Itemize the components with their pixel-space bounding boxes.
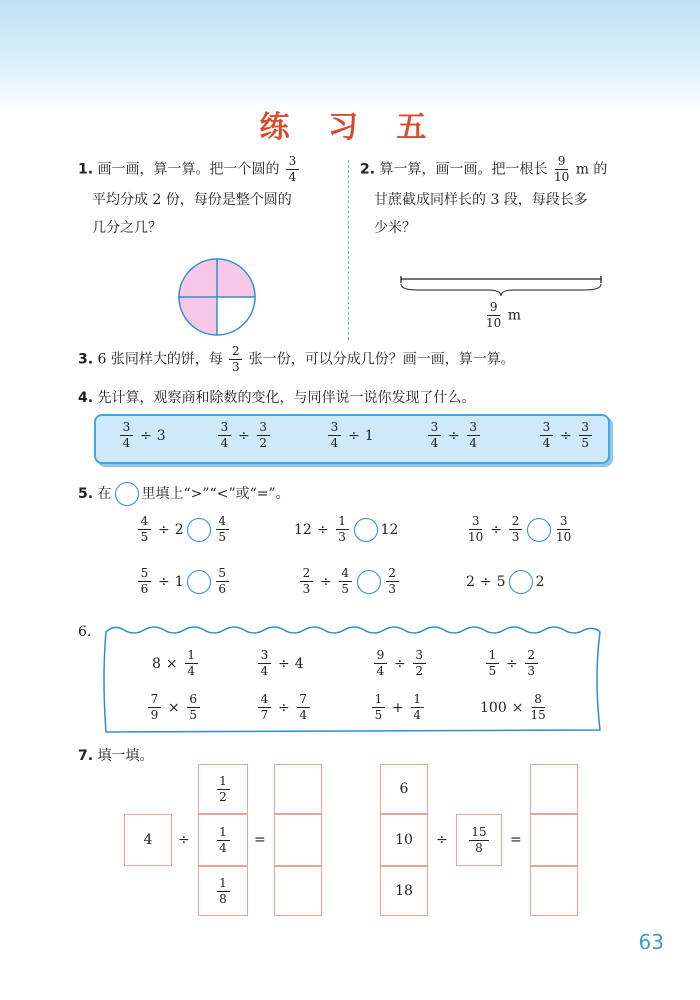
q2-number: 2.	[360, 161, 376, 178]
q1-line1	[78, 154, 301, 185]
q2-line3: 少米？	[374, 220, 416, 236]
q5-item: $\frac{3}{10}$ ÷ $\frac{2}{3}$ $\frac{3}{10}$	[468, 514, 572, 544]
q7-text: 填一填。	[97, 748, 154, 764]
page-number: 63	[638, 930, 664, 954]
q7-right-answer-blank[interactable]	[530, 764, 578, 814]
q7-left-divisor: $\frac{1}{2}$	[198, 764, 248, 814]
compare-blank[interactable]	[509, 570, 533, 594]
q4-text: 先计算，观察商和除数的变化，与同伴说一说你发现了什么。	[97, 390, 476, 406]
q7-right-answer-blank[interactable]	[530, 814, 578, 866]
q6-item: $\frac{1}{5}$ ÷ $\frac{2}{3}$	[484, 648, 540, 679]
q7-left-answer-blank[interactable]	[274, 866, 322, 916]
q7-right-divisor: $\frac{15}{8}$	[456, 814, 502, 866]
q4-item: $\frac{3}{4}$ ÷ $\frac{3}{5}$	[538, 420, 594, 451]
q6-item: $\frac{1}{5}$ + $\frac{1}{4}$	[370, 692, 426, 723]
q5-item: $\frac{2}{3}$ ÷ $\frac{4}{5}$ $\frac{2}{3}$	[298, 566, 401, 597]
q7-right-op: ÷	[436, 832, 448, 848]
compare-blank[interactable]	[354, 518, 378, 542]
q2-text-b: m 的	[575, 161, 608, 178]
q5-item: $\frac{4}{5}$ ÷ 2 $\frac{4}{5}$	[136, 514, 231, 545]
column-divider	[348, 160, 349, 340]
q4-item: $\frac{3}{4}$ ÷ $\frac{3}{2}$	[216, 420, 272, 451]
q7-right-dividend: 10	[380, 814, 428, 866]
q5-text-b: 里填上“>”“<”或“=”。	[141, 486, 290, 502]
q2-sugarcane-line	[398, 276, 604, 298]
q7-left-divisor: $\frac{1}{4}$	[198, 814, 248, 866]
q3-fraction: $\frac{2}{3}$	[229, 344, 242, 375]
q6-number: 6.	[78, 624, 92, 640]
q6-item: $\frac{7}{9}$ × $\frac{6}{5}$	[146, 692, 202, 723]
q7-right-answer-blank[interactable]	[530, 866, 578, 916]
q5-item: $\frac{5}{6}$ ÷ 1 $\frac{5}{6}$	[136, 566, 231, 597]
q7-number: 7.	[78, 748, 94, 764]
q5-item: 12 ÷ $\frac{1}{3}$ 12	[294, 514, 399, 544]
compare-blank[interactable]	[357, 570, 381, 594]
q2-fraction: $\frac{9}{10}$	[553, 154, 570, 184]
q6-item: 8 × $\frac{1}{4}$	[152, 648, 200, 679]
q4-line	[78, 384, 476, 412]
q1-number: 1.	[78, 161, 94, 178]
q7-left-op: ÷	[178, 832, 190, 848]
q7-right-eq: =	[510, 832, 522, 848]
q7-left-eq: =	[254, 832, 266, 848]
q6-item: $\frac{3}{4}$ ÷ 4	[256, 648, 304, 679]
q6-item: $\frac{9}{4}$ ÷ $\frac{3}{2}$	[372, 648, 428, 679]
compare-blank[interactable]	[187, 518, 211, 542]
q3-text-a: 6 张同样大的饼，每	[97, 351, 223, 368]
q4-item: $\frac{3}{4}$ ÷ 3	[118, 420, 166, 451]
q4-number: 4.	[78, 390, 94, 406]
q1-line2: 平均分成 2 份，每份是整个圆的	[92, 192, 292, 208]
compare-circle-example	[115, 482, 139, 506]
q7-line	[78, 742, 154, 770]
q1-line3: 几分之几？	[92, 220, 162, 236]
q2-line1	[360, 154, 607, 185]
q6-item: $\frac{4}{7}$ ÷ $\frac{7}{4}$	[256, 692, 312, 723]
q5-item: 2 ÷ 5 2	[466, 570, 545, 594]
q5-line	[78, 480, 290, 508]
q2-text-a: 算一算，画一画。把一根长	[379, 161, 548, 178]
page-title: 练 习 五	[259, 110, 441, 145]
q1-text-a: 画一画，算一算。把一个圆的	[97, 161, 280, 178]
q7-left-answer-blank[interactable]	[274, 764, 322, 814]
q6-item: 100 × $\frac{8}{15}$	[480, 692, 546, 722]
q4-item: $\frac{3}{4}$ ÷ 1	[326, 420, 374, 451]
q1-fraction: $\frac{3}{4}$	[286, 154, 299, 185]
q7-left-dividend: 4	[124, 814, 172, 866]
header-band	[0, 0, 700, 112]
q4-item: $\frac{3}{4}$ ÷ $\frac{3}{4}$	[426, 420, 482, 451]
q3-number: 3.	[78, 351, 94, 368]
q7-left-divisor: $\frac{1}{8}$	[198, 866, 248, 916]
q7-left-answer-blank[interactable]	[274, 814, 322, 866]
q5-text-a: 在	[97, 486, 112, 502]
q1-circle-diagram	[176, 256, 258, 338]
q2-line2: 甘蔗截成同样长的 3 段，每段长多	[374, 192, 588, 208]
q5-number: 5.	[78, 486, 94, 502]
q3-text-b: 张一份，可以分成几份？画一画，算一算。	[248, 351, 515, 368]
compare-blank[interactable]	[527, 518, 551, 542]
compare-blank[interactable]	[187, 570, 211, 594]
q7-right-dividend: 6	[380, 764, 428, 814]
q7-right-dividend: 18	[380, 866, 428, 916]
q2-brace-label: $\frac{9}{10}$ m	[486, 300, 522, 330]
q3-line	[78, 344, 515, 375]
